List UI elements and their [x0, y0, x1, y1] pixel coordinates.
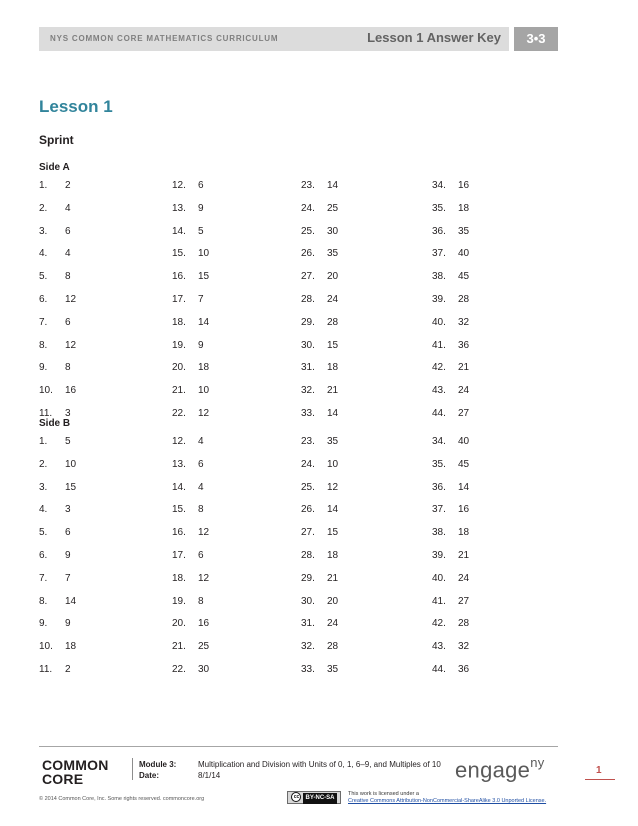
answer-value: 24 [458, 572, 470, 584]
problem-number: 5. [39, 527, 48, 539]
problem-number: 41. [432, 595, 446, 607]
answer-value: 4 [198, 436, 204, 447]
answer-value: 35 [458, 225, 470, 237]
problem-number: 13. [172, 458, 186, 470]
page-number-underline [585, 779, 615, 780]
problem-number: 22. [172, 408, 186, 419]
problem-number: 21. [172, 641, 186, 653]
answer-value: 20 [327, 595, 339, 607]
problem-number: 14. [172, 481, 186, 493]
license-code: BY-NC-SA [303, 793, 336, 804]
problem-number: 29. [301, 316, 315, 328]
answer-value: 28 [458, 294, 470, 305]
answer-value: 12 [65, 339, 77, 351]
problem-number: 43. [432, 641, 446, 653]
answer-value: 21 [458, 362, 470, 374]
answer-value: 40 [458, 248, 470, 260]
problem-number: 27. [301, 271, 315, 283]
problem-number: 12. [172, 180, 186, 191]
problem-number: 8. [39, 595, 48, 607]
answer-value: 24 [327, 294, 339, 305]
answer-value: 24 [458, 385, 470, 397]
answer-value: 14 [458, 481, 470, 493]
problem-number: 27. [301, 527, 315, 539]
problem-number: 4. [39, 248, 48, 260]
problem-number: 6. [39, 294, 48, 305]
answer-value: 12 [327, 481, 339, 493]
problem-number: 21. [172, 385, 186, 397]
problem-number: 18. [172, 572, 186, 584]
answer-value: 6 [65, 527, 71, 539]
page-number: 1 [596, 765, 602, 776]
problem-number: 6. [39, 550, 48, 561]
problem-number: 11. [39, 664, 53, 675]
license-intro: This work is licensed under a [348, 791, 419, 797]
engage-word: engage [455, 757, 531, 783]
problem-number: 43. [432, 385, 446, 397]
problem-number: 14. [172, 225, 186, 237]
answer-value: 35 [327, 664, 339, 675]
problem-number: 2. [39, 458, 48, 470]
answer-value: 15 [327, 339, 339, 351]
problem-number: 38. [432, 527, 446, 539]
answer-value: 14 [327, 180, 339, 191]
answer-value: 10 [65, 458, 77, 470]
problem-number: 30. [301, 595, 315, 607]
problem-number: 26. [301, 248, 315, 260]
answer-value: 28 [327, 316, 339, 328]
problem-number: 23. [301, 180, 315, 191]
answer-value: 7 [198, 294, 204, 305]
answer-value: 18 [327, 550, 339, 561]
answer-value: 10 [327, 458, 339, 470]
answer-value: 12 [198, 408, 210, 419]
problem-number: 7. [39, 572, 48, 584]
copyright-notice: © 2014 Common Core, Inc. Some rights reserved. commoncore.org [39, 796, 205, 802]
problem-number: 10. [39, 385, 53, 397]
problem-number: 22. [172, 664, 186, 675]
answer-value: 9 [65, 618, 71, 630]
problem-number: 42. [432, 362, 446, 374]
answer-value: 18 [458, 202, 470, 214]
grade-module-badge: 3•3 [514, 27, 558, 51]
problem-number: 16. [172, 271, 186, 283]
answer-value: 40 [458, 436, 470, 447]
problem-number: 10. [39, 641, 53, 653]
answer-value: 27 [458, 595, 470, 607]
answer-value: 27 [458, 408, 470, 419]
problem-number: 33. [301, 408, 315, 419]
problem-number: 39. [432, 550, 446, 561]
problem-number: 7. [39, 316, 48, 328]
problem-number: 13. [172, 202, 186, 214]
logo-line-2: CORE [42, 771, 84, 787]
answer-value: 30 [327, 225, 339, 237]
module-label: Module 3: [139, 760, 177, 769]
problem-number: 40. [432, 572, 446, 584]
cc-icon: cc [291, 792, 301, 802]
answer-value: 14 [327, 504, 339, 516]
answer-value: 18 [198, 362, 210, 374]
answer-value: 14 [198, 316, 210, 328]
problem-number: 4. [39, 504, 48, 516]
answer-value: 32 [458, 316, 470, 328]
answer-value: 35 [327, 248, 339, 260]
answer-value: 6 [198, 550, 204, 561]
answer-value: 16 [458, 504, 470, 516]
answer-value: 36 [458, 339, 470, 351]
problem-number: 28. [301, 550, 315, 561]
problem-number: 5. [39, 271, 48, 283]
answer-value: 9 [65, 550, 71, 561]
license-link[interactable]: Creative Commons Attribution-NonCommercial-ShareAlike 3.0 Unported License. [348, 798, 547, 804]
page-header [39, 27, 558, 51]
problem-number: 37. [432, 504, 446, 516]
problem-number: 31. [301, 362, 315, 374]
answer-value: 8 [65, 271, 71, 283]
problem-number: 30. [301, 339, 315, 351]
problem-number: 17. [172, 550, 186, 561]
problem-number: 36. [432, 225, 446, 237]
answer-value: 14 [65, 595, 77, 607]
answer-value: 7 [65, 572, 71, 584]
problem-number: 34. [432, 436, 446, 447]
answer-value: 3 [65, 408, 71, 419]
section-subtitle: Sprint [39, 133, 74, 147]
answer-value: 35 [327, 436, 339, 447]
problem-number: 3. [39, 481, 48, 493]
problem-number: 44. [432, 408, 446, 419]
problem-number: 33. [301, 664, 315, 675]
problem-number: 24. [301, 458, 315, 470]
problem-number: 12. [172, 436, 186, 447]
side-b-label: Side B [39, 418, 71, 429]
footer-vertical-divider [132, 758, 133, 780]
problem-number: 18. [172, 316, 186, 328]
problem-number: 31. [301, 618, 315, 630]
problem-number: 28. [301, 294, 315, 305]
answer-value: 6 [65, 225, 71, 237]
problem-number: 15. [172, 248, 186, 260]
answer-value: 18 [458, 527, 470, 539]
answer-value: 14 [327, 408, 339, 419]
problem-number: 23. [301, 436, 315, 447]
side-a-label: Side A [39, 162, 70, 173]
answer-value: 16 [198, 618, 210, 630]
date-value: 8/1/14 [198, 771, 221, 780]
common-core-logo [42, 758, 109, 786]
problem-number: 16. [172, 527, 186, 539]
answer-value: 4 [198, 481, 204, 493]
problem-number: 25. [301, 481, 315, 493]
problem-number: 1. [39, 436, 48, 447]
page-title: Lesson 1 [39, 97, 113, 116]
answer-value: 21 [458, 550, 470, 561]
answer-value: 21 [327, 385, 339, 397]
problem-number: 35. [432, 458, 446, 470]
problem-number: 11. [39, 408, 53, 419]
answer-value: 18 [327, 362, 339, 374]
module-title: Multiplication and Division with Units of 0, 1, 6–9, and Multiples of 10 [198, 760, 441, 769]
problem-number: 20. [172, 618, 186, 630]
answer-value: 20 [327, 271, 339, 283]
engageny-logo [455, 757, 545, 783]
problem-number: 17. [172, 294, 186, 305]
problem-number: 24. [301, 202, 315, 214]
problem-number: 41. [432, 339, 446, 351]
answer-value: 30 [198, 664, 210, 675]
answer-value: 5 [65, 436, 71, 447]
problem-number: 42. [432, 618, 446, 630]
problem-number: 32. [301, 385, 315, 397]
problem-number: 9. [39, 618, 48, 630]
answer-value: 12 [198, 572, 210, 584]
problem-number: 2. [39, 202, 48, 214]
answer-value: 9 [198, 202, 204, 214]
answer-value: 5 [198, 225, 204, 237]
problem-number: 3. [39, 225, 48, 237]
answer-value: 3 [65, 504, 71, 516]
problem-number: 35. [432, 202, 446, 214]
problem-number: 19. [172, 339, 186, 351]
answer-value: 10 [198, 385, 210, 397]
problem-number: 9. [39, 362, 48, 374]
answer-value: 8 [65, 362, 71, 374]
problem-number: 19. [172, 595, 186, 607]
answer-value: 8 [198, 504, 204, 516]
answer-value: 25 [198, 641, 210, 653]
footer-divider [39, 746, 558, 747]
answer-value: 12 [65, 294, 77, 305]
answer-value: 21 [327, 572, 339, 584]
problem-number: 26. [301, 504, 315, 516]
curriculum-label: NYS COMMON CORE MATHEMATICS CURRICULUM [50, 34, 279, 43]
answer-value: 36 [458, 664, 470, 675]
problem-number: 40. [432, 316, 446, 328]
problem-number: 36. [432, 481, 446, 493]
problem-number: 34. [432, 180, 446, 191]
problem-number: 20. [172, 362, 186, 374]
answer-value: 16 [65, 385, 77, 397]
answer-value: 8 [198, 595, 204, 607]
problem-number: 37. [432, 248, 446, 260]
problem-number: 8. [39, 339, 48, 351]
lesson-answer-key-label: Lesson 1 Answer Key [367, 30, 501, 45]
answer-value: 9 [198, 339, 204, 351]
answer-value: 16 [458, 180, 470, 191]
answer-value: 45 [458, 271, 470, 283]
ny-superscript: ny [530, 755, 545, 770]
problem-number: 25. [301, 225, 315, 237]
answer-value: 6 [198, 458, 204, 470]
answer-value: 12 [198, 527, 210, 539]
answer-value: 10 [198, 248, 210, 260]
problem-number: 39. [432, 294, 446, 305]
creative-commons-badge [287, 791, 341, 804]
answer-value: 2 [65, 180, 71, 191]
answer-value: 15 [198, 271, 210, 283]
problem-number: 1. [39, 180, 48, 191]
answer-value: 15 [65, 481, 77, 493]
answer-value: 25 [327, 202, 339, 214]
date-label: Date: [139, 771, 160, 780]
answer-value: 28 [327, 641, 339, 653]
answer-value: 18 [65, 641, 77, 653]
answer-value: 2 [65, 664, 71, 675]
answer-value: 6 [65, 316, 71, 328]
problem-number: 29. [301, 572, 315, 584]
problem-number: 38. [432, 271, 446, 283]
logo-line-1: COMMON [42, 757, 109, 773]
answer-value: 4 [65, 248, 71, 260]
answer-value: 45 [458, 458, 470, 470]
answer-value: 4 [65, 202, 71, 214]
answer-value: 32 [458, 641, 470, 653]
problem-number: 44. [432, 664, 446, 675]
problem-number: 32. [301, 641, 315, 653]
answer-value: 24 [327, 618, 339, 630]
problem-number: 15. [172, 504, 186, 516]
answer-value: 15 [327, 527, 339, 539]
answer-value: 28 [458, 618, 470, 630]
answer-value: 6 [198, 180, 204, 191]
